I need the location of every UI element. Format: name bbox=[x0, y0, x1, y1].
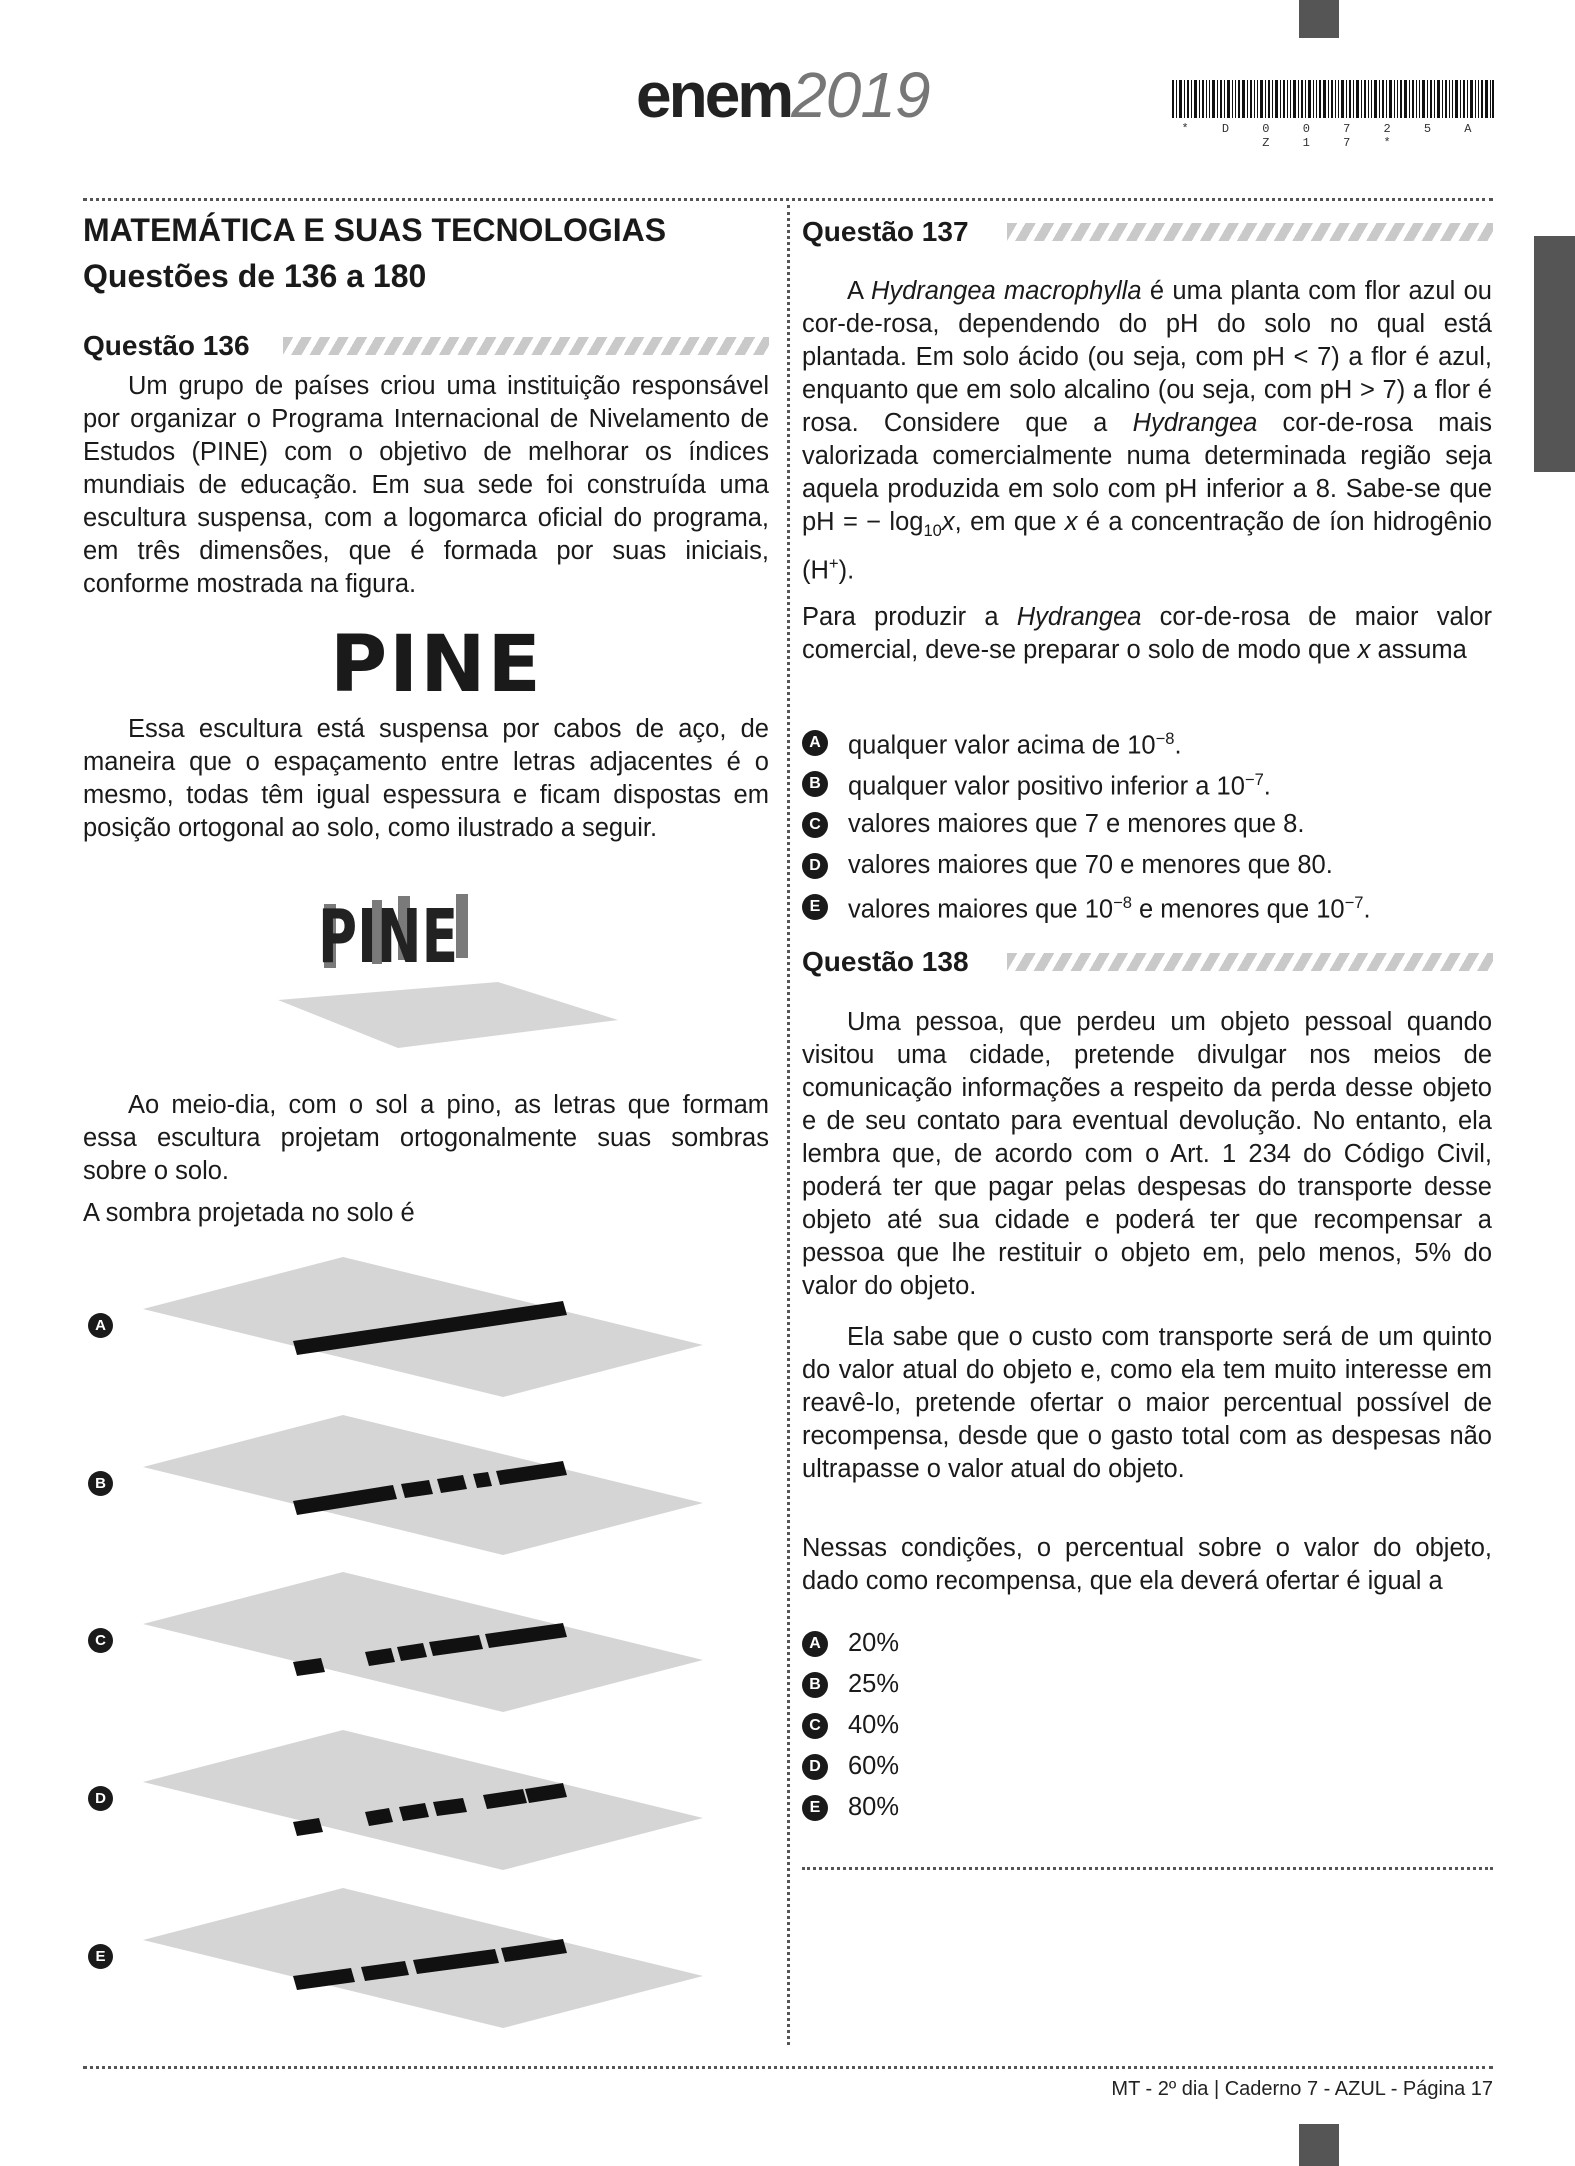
q136-title: Questão 136 bbox=[83, 330, 250, 361]
option-badge: E bbox=[88, 1944, 113, 1969]
q136-paragraph-4: A sombra projetada no solo é bbox=[83, 1199, 415, 1227]
option-badge: D bbox=[88, 1786, 113, 1811]
svg-text:PINE: PINE bbox=[318, 894, 458, 980]
q136-option-b[interactable] bbox=[88, 1471, 133, 1496]
q138-option-b[interactable]: B 25% bbox=[802, 1664, 1492, 1705]
q138-paragraph-3: Nessas condições, o percentual sobre o valor do objeto, dado como recompensa, que ela deverá ofertar é igual a bbox=[802, 1534, 1492, 1595]
q137-option-a[interactable]: A qualquer valor acima de $10^{-8}$. bbox=[802, 722, 1492, 763]
shadow-figure-d bbox=[143, 1730, 703, 1870]
q138-title-bar bbox=[1007, 953, 1493, 971]
q136-option-c[interactable] bbox=[88, 1628, 133, 1653]
page-tab-bottom bbox=[1299, 2124, 1339, 2166]
q138-option-a[interactable]: A 20% bbox=[802, 1623, 1492, 1664]
q137-option-b[interactable]: B qualquer valor positivo inferior a $10^{-7}$. bbox=[802, 763, 1492, 804]
q138-title: Questão 138 bbox=[802, 946, 969, 977]
barcode bbox=[1172, 80, 1494, 118]
q137-option-d[interactable]: D valores maiores que 70 e menores que 80. bbox=[802, 845, 1492, 886]
enem-logo: enem2019 bbox=[636, 59, 930, 131]
q136-paragraph-2: Essa escultura está suspensa por cabos de aço, de maneira que o espaçamento entre letras adjacentes é o mesmo, todas têm igual espessura e ficam dispostas em posição ortogonal ao solo, como ilustrado a seguir. bbox=[83, 715, 769, 842]
shadow-figure-e bbox=[143, 1888, 703, 2028]
q137-paragraph-1: A Hydrangea macrophylla é uma planta com flor azul ou cor-de-rosa, dependendo do pH do solo no qual está plantada. Em solo ácido (ou seja, com pH < 7) a flor é azul, enquanto que em solo alcalino (ou seja, com pH > 7) a flor é rosa. Considere que a Hydrangea cor-de-rosa mais valorizada comercialmente numa determinada região seja aquela produzida em solo com pH inferior a 8. Sabe-se que pH = − $\log_{10}x$, em que x é a concentração de íon hidrogênio (H+). bbox=[802, 277, 1492, 585]
q137-paragraph-2: Para produzir a Hydrangea cor-de-rosa de maior valor comercial, deve-se preparar o solo de modo que x assuma bbox=[802, 603, 1492, 664]
shadow-figure-a bbox=[143, 1257, 703, 1397]
q136-option-e[interactable] bbox=[88, 1944, 133, 1969]
page-tab-side bbox=[1534, 236, 1575, 472]
right-end-rule bbox=[802, 1867, 1493, 1870]
pine-logo: PINE bbox=[330, 620, 543, 710]
barcode-text: * D 0 0 7 2 5 A Z 1 7 * bbox=[1181, 122, 1485, 150]
q138-paragraph-1: Uma pessoa, que perdeu um objeto pessoal quando visitou uma cidade, pretende divulgar nos meios de comunicação informações a respeito da perda desse objeto e de seu contato para eventual devolução. No entanto, ela lembra que, de acordo com o Art. 1 234 do Código Civil, poderá ter que pagar pelas despesas do transporte desse objeto até sua cidade e poderá ter que recompensar a pessoa que lhe restituir o objeto em, pelo menos, 5% do valor do objeto. bbox=[802, 1008, 1492, 1300]
subject-title: MATEMÁTICA E SUAS TECNOLOGIAS bbox=[83, 212, 667, 248]
q137-title-bar bbox=[1007, 223, 1493, 241]
top-rule bbox=[83, 198, 1493, 201]
page-tab-top bbox=[1299, 0, 1339, 38]
shadow-figure-c bbox=[143, 1572, 703, 1712]
pine-sculpture-illustration bbox=[278, 870, 618, 1070]
q137-title: Questão 137 bbox=[802, 216, 969, 247]
question-range: Questões de 136 a 180 bbox=[83, 258, 427, 294]
q137-option-e[interactable]: E valores maiores que $10^{-8}$ e menores que $10^{-7}$. bbox=[802, 886, 1492, 927]
q136-option-d[interactable] bbox=[88, 1786, 133, 1811]
bottom-rule bbox=[83, 2066, 1493, 2069]
q136-option-a[interactable] bbox=[88, 1313, 133, 1338]
q137-option-c[interactable]: C valores maiores que 7 e menores que 8. bbox=[802, 804, 1492, 845]
q138-option-e[interactable]: E 80% bbox=[802, 1787, 1492, 1828]
q136-title-bar bbox=[283, 337, 769, 355]
q138-option-d[interactable]: D 60% bbox=[802, 1746, 1492, 1787]
option-badge: B bbox=[88, 1471, 113, 1496]
q138-options bbox=[802, 1623, 1492, 1828]
q138-option-c[interactable]: C 40% bbox=[802, 1705, 1492, 1746]
q136-paragraph-3: Ao meio-dia, com o sol a pino, as letras que formam essa escultura projetam ortogonalmente suas sombras sobre o solo. bbox=[83, 1091, 769, 1185]
q137-options bbox=[802, 722, 1492, 927]
page-footer: MT - 2º dia | Caderno 7 - AZUL - Página 17 bbox=[1111, 2078, 1493, 2100]
option-badge: A bbox=[88, 1313, 113, 1338]
q138-paragraph-2: Ela sabe que o custo com transporte será de um quinto do valor atual do objeto e, como ela tem muito interesse em reavê-lo, pretende ofertar o maior percentual possível de recompensa, desde que o gasto total com as despesas não ultrapasse o valor atual do objeto. bbox=[802, 1323, 1492, 1483]
option-badge: C bbox=[88, 1628, 113, 1653]
column-divider bbox=[787, 205, 790, 2045]
q136-paragraph-1: Um grupo de países criou uma instituição responsável por organizar o Programa Internacional de Nivelamento de Estudos (PINE) com o objetivo de melhorar os índices mundiais de educação. Em sua sede foi construída uma escultura suspensa, com a logomarca oficial do programa, em três dimensões, que é formada por suas iniciais, conforme mostrada na figura. bbox=[83, 372, 769, 598]
shadow-figure-b bbox=[143, 1415, 703, 1555]
